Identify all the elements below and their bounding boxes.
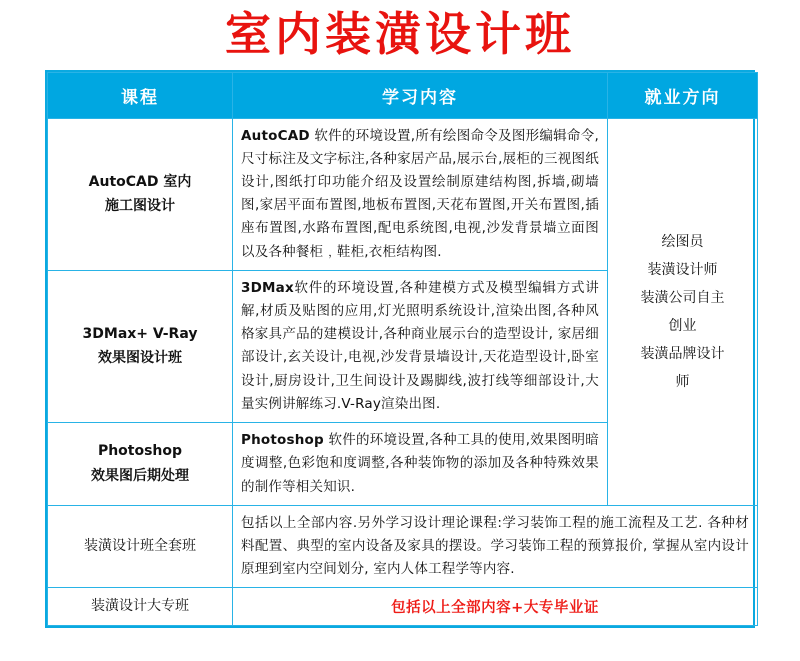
content-lead-autocad: AutoCAD <box>241 127 310 144</box>
course-name-photoshop <box>48 423 233 506</box>
course-name-line1: Photoshop <box>97 443 183 460</box>
content-body-photoshop: 软件的环境设置,各种工具的使用,效果图明暗度调整,色彩饱和度调整,各种装饰物的添加及各种特殊效果的制作等相关知识. <box>241 432 599 495</box>
course-name-full-package: 装潢设计班全套班 <box>48 505 233 588</box>
course-content-3dmax <box>233 270 608 422</box>
course-name-autocad <box>48 118 233 270</box>
content-body-autocad: 软件的环境设置,所有绘图命令及图形编辑命令,尺寸标注及文字标注,各种家居产品,展示台,展柜的三视图纸设计,图纸打印功能介绍及设置绘制原建结构图,拆墙,砌墙图,家居平面布置图,地板布置图,天花布置图,开关布置图,插座布置图,水路布置图,配电系统图,电视,沙发背景墙立面图以及各种餐柜﹐鞋柜,衣柜结构图. <box>241 127 599 260</box>
table-body <box>48 118 758 625</box>
course-name-line2: 施工图设计 <box>105 198 175 215</box>
course-name-line1: AutoCAD 室内 <box>88 173 192 190</box>
header-career: 就业方向 <box>608 72 758 118</box>
career-line-2: 装潢设计师 <box>647 261 718 278</box>
table-row <box>48 505 758 588</box>
page-title: 室内装潢设计班 <box>225 7 575 61</box>
content-body-3dmax: 软件的环境设置,各种建模方式及模型编辑方式讲解,材质及贴图的应用,灯光照明系统设计,渲染出图,各种风格家具产品的建模设计,各种商业展示台的造型设计, 家居细部设计,玄关设计,电视,沙发背景墙设计,天花造型设计,卧室设计,厨房设计,卫生间设计及踢脚线,波打线等细部设计,大量实例讲解练习.V-Ray渲染出图. <box>241 279 599 412</box>
course-table-container <box>45 70 755 628</box>
course-content-diploma: 包括以上全部内容+大专毕业证 <box>233 588 758 626</box>
course-content-autocad <box>233 118 608 270</box>
career-line-4: 创业 <box>668 317 697 334</box>
table-row <box>48 118 758 270</box>
career-line-3: 装潢公司自主 <box>640 289 725 306</box>
header-content: 学习内容 <box>233 72 608 118</box>
table-header-row <box>48 72 758 118</box>
course-content-photoshop <box>233 423 608 506</box>
career-line-5: 装潢品牌设计 <box>640 345 725 362</box>
course-name-line1: 3DMax+ V-Ray <box>82 325 198 342</box>
course-table <box>47 72 758 626</box>
table-header <box>48 72 758 118</box>
table-row <box>48 588 758 626</box>
course-name-3dmax <box>48 270 233 422</box>
course-name-diploma: 装潢设计大专班 <box>48 588 233 626</box>
career-line-1: 绘图员 <box>661 233 704 250</box>
course-name-line2: 效果图后期处理 <box>91 467 189 484</box>
course-content-full-package: 包括以上全部内容.另外学习设计理论课程:学习装饰工程的施工流程及工艺. 各种材料配置、典型的室内设备及家具的摆设。学习装饰工程的预算报价, 掌握从室内设计原理到室内空间划分, 室内人体工程学等内容. <box>233 505 758 588</box>
career-line-6: 师 <box>675 373 690 390</box>
career-directions <box>608 118 758 505</box>
course-name-line2: 效果图设计班 <box>98 350 182 367</box>
content-lead-photoshop: Photoshop <box>241 432 324 449</box>
content-lead-3dmax: 3DMax <box>241 279 294 296</box>
header-course: 课程 <box>48 72 233 118</box>
